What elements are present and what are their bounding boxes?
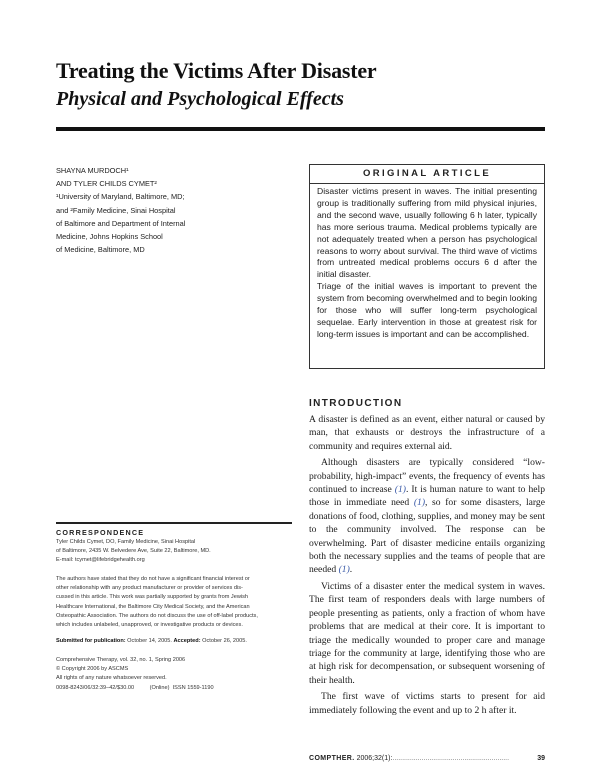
body-text: , so for some disasters, large donations of food, clothing, supplies, and money may be sent to the community involved. The response can be overwhelming. Part of disaster medicine entails organizing both the necessary supplies and the teams of people that are needed [309,497,545,576]
article-title: Treating the Victims After Disaster [56,58,377,83]
disclosure-line: Osteopathic Association. The authors do not discuss the use of off-label products, [56,612,258,619]
body-paragraph [309,456,545,577]
citation: 2006;32(1): [356,755,393,762]
accepted-label: Accepted: [173,638,201,644]
abstract-paragraph: Triage of the initial waves is important to prevent the system from becoming overwhelmed and to begin looking for those who will suffer long-term psychological sequelae. Early intervention in those at greatest risk for long-term issues is important and can be accomplished. [317,281,537,339]
body-text: . [349,564,353,576]
body-paragraph: A disaster is defined as an event, either natural or caused by man, that exhausts or destroys the infrastructure of a community and requires external aid. [309,414,545,452]
body-paragraph: The first wave of victims starts to present for aid immediately following the event and up to 2 h after it. [309,691,545,716]
disclosure-line: The authors have stated that they do not have a significant financial interest or [56,576,250,582]
leader-dots: ............................................................ [392,755,510,762]
correspondence-divider [56,522,292,524]
affiliation-line: Medicine, Johns Hopkins School [56,232,163,242]
journal-abbrev: COMPTHER. [309,755,355,762]
author-line: AND TYLER CHILDS CYMET² [56,179,157,189]
page-number: 39 [537,755,545,762]
accepted-date: October 26, 2005. [202,638,247,644]
publication-info [56,656,296,693]
publication-line: All rights of any nature whatsoever reserved. [56,675,167,682]
abstract-paragraph: Disaster victims present in waves. The initial presenting group is traditionally suffering from mild physical injuries, and the second wave, usually following 6 h later, typically has more serious trauma. Medical problems typically are not adequately treated when a person has psychological reasons to worry about survival. The third wave of victims from untreated medical problems occurs 6 d after the initial disaster. [317,186,537,280]
correspondence-address [56,538,296,566]
original-article-abstract [309,164,545,369]
submitted-label: Submitted for publication: [56,638,126,644]
body-text: Although disasters are typically considered “low-probability, high-impact” events, the frequency of events has continued to increase [309,457,545,496]
address-line: Tyler Childs Cymet, DO, Family Medicine, Sinai Hospital [56,539,196,545]
affiliation-line: ¹University of Maryland, Baltimore, MD; [56,192,185,202]
original-article-heading: ORIGINAL ARTICLE [310,165,544,184]
affiliation-line: of Baltimore and Department of Internal [56,218,186,228]
author-affiliations [56,164,271,256]
reference-link[interactable]: (1) [338,564,350,576]
disclosure-statement [56,575,296,630]
disclosure-line: which includes unlabeled, unapproved, or investigative products or devices. [56,622,243,629]
publication-line: Comprehensive Therapy, vol. 32, no. 1, Spring 2006 [56,657,186,663]
affiliation-line: of Medicine, Baltimore, MD [56,245,145,255]
article-subtitle: Physical and Psychological Effects [56,88,344,110]
disclosure-line: cussed in this article. This work was partially supported by grants from Jewish [56,594,249,601]
reference-link[interactable]: (1) [413,497,426,509]
submission-dates [56,637,296,646]
body-paragraph: Victims of a disaster enter the medical system in waves. The first team of responders deals with large numbers of people presenting as patients, only a fraction of whom have problems that are medical at their core. It is important to triage the medically wounded to proper care and manage triage for the community at large, identifying those who are at high risk for decompensation, or subsequent worsening of their health. [309,580,545,686]
correspondence-heading: CORRESPONDENCE [56,528,145,537]
disclosure-line: Healthcare International, the Baltimore City Medical Society, and the American [56,603,250,610]
introduction-body [309,413,545,720]
page-footer [309,755,545,762]
publication-line: 0098-8243/06/32:39–42/$30.00 (Online) ISSN 1559-1190 [56,684,214,691]
disclosure-line: other relationship with any product manufacturer or provider of services dis- [56,585,243,592]
introduction-heading: INTRODUCTION [309,398,403,409]
address-line: of Baltimore, 2435 W. Belvedere Ave, Suite 22, Baltimore, MD. [56,548,211,555]
body-text: . It is human nature to want to help those in immediate need [309,484,545,509]
publication-line: © Copyright 2006 by ASCMS [56,666,129,673]
email-line: E-mail: tcymet@lifebridgehealth.org [56,557,145,564]
author-line: SHAYNA MURDOCH¹ [56,166,129,175]
title-divider [56,127,545,131]
affiliation-line: and ²Family Medicine, Sinai Hospital [56,205,176,215]
reference-link[interactable]: (1) [394,484,406,496]
abstract-text [317,186,537,341]
submitted-date: October 14, 2005. [127,638,172,644]
